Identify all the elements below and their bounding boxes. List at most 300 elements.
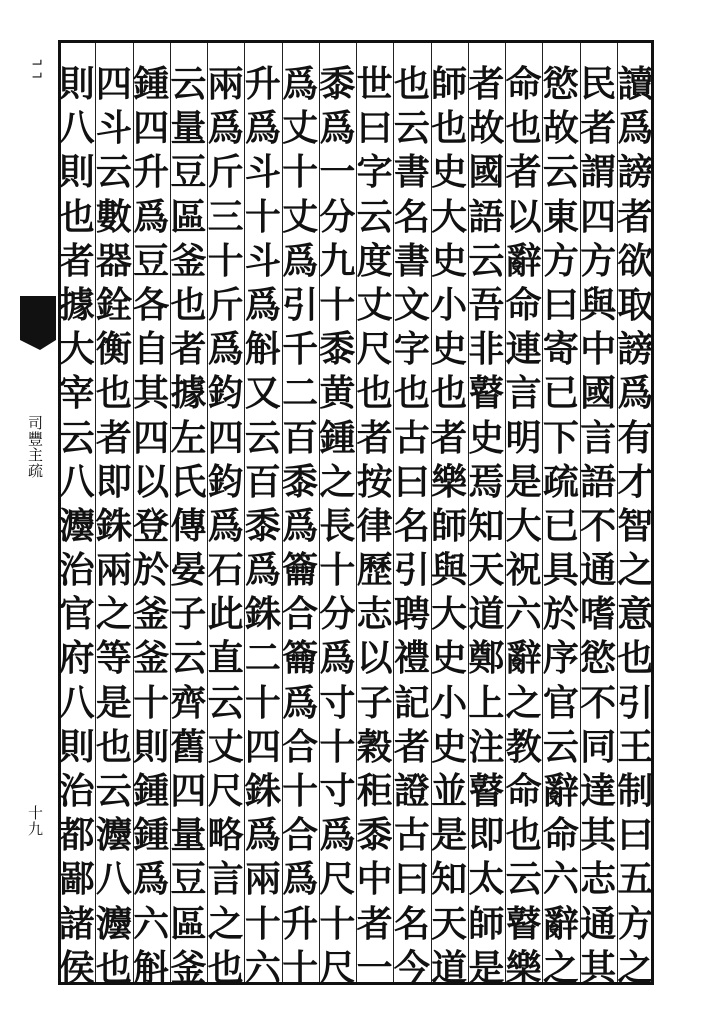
- character: 史: [431, 239, 468, 282]
- character: 子: [170, 593, 207, 636]
- character: 也: [356, 372, 393, 415]
- character: 與: [580, 283, 617, 326]
- character: 二: [282, 372, 319, 415]
- character: 云: [393, 107, 430, 150]
- character: 爲: [282, 63, 319, 105]
- character: 鈞: [207, 460, 244, 503]
- character: 方: [542, 239, 579, 282]
- character: 今: [393, 946, 430, 989]
- character: 則: [133, 725, 170, 768]
- character: 達: [580, 770, 617, 812]
- character: 斗: [95, 107, 132, 150]
- character: 子: [356, 681, 393, 724]
- character: 書: [393, 151, 430, 194]
- character: 侯: [58, 946, 95, 989]
- character: 十: [319, 283, 356, 326]
- character: 有: [617, 416, 654, 459]
- character: 八: [58, 107, 95, 150]
- character: 爲: [319, 107, 356, 150]
- character: 具: [542, 549, 579, 592]
- character: 豆: [133, 239, 170, 282]
- character: 非: [468, 328, 505, 371]
- character: 諸: [58, 902, 95, 945]
- character: 不: [580, 681, 617, 724]
- character: 六: [244, 946, 281, 989]
- character: 言: [207, 858, 244, 901]
- character: 十: [319, 549, 356, 592]
- character: 道: [468, 593, 505, 636]
- character: 者: [393, 725, 430, 768]
- character: 都: [58, 814, 95, 857]
- character: 曰: [617, 814, 654, 857]
- character: 引: [393, 549, 430, 592]
- character: 史: [431, 328, 468, 371]
- character: 連: [505, 328, 542, 371]
- character: 十: [319, 725, 356, 768]
- character: 也: [505, 814, 542, 857]
- character: 籥: [282, 549, 319, 592]
- character: 瞽: [468, 770, 505, 812]
- character: 兩: [207, 63, 244, 105]
- character: 官: [542, 681, 579, 724]
- character: 丈: [282, 107, 319, 150]
- character: 合: [282, 725, 319, 768]
- character: 大: [431, 593, 468, 636]
- character: 爲: [133, 195, 170, 238]
- character: 嗜: [580, 593, 617, 636]
- character: 丈: [356, 283, 393, 326]
- character: 國: [468, 151, 505, 194]
- character: 也: [95, 946, 132, 989]
- character: 之: [617, 946, 654, 989]
- character: 知: [431, 858, 468, 901]
- character: 鍾: [133, 770, 170, 812]
- character: 四: [207, 416, 244, 459]
- character: 合: [282, 814, 319, 857]
- character: 三: [207, 195, 244, 238]
- character: 據: [170, 372, 207, 415]
- character: 命: [505, 283, 542, 326]
- character: 者: [58, 239, 95, 282]
- character: 灋: [58, 504, 95, 547]
- character: 云: [542, 725, 579, 768]
- character: 者: [356, 902, 393, 945]
- character: 四: [580, 195, 617, 238]
- character: 小: [431, 283, 468, 326]
- character: 者: [505, 151, 542, 194]
- character: 黍: [282, 460, 319, 503]
- character: 也: [393, 372, 430, 415]
- character: 云: [170, 637, 207, 680]
- character: 十: [319, 902, 356, 945]
- character: 上: [468, 681, 505, 724]
- character: 十: [133, 681, 170, 724]
- character: 古: [393, 416, 430, 459]
- character: 銖: [244, 770, 281, 812]
- character: 通: [580, 549, 617, 592]
- character: 字: [356, 151, 393, 194]
- character: 鄙: [58, 858, 95, 901]
- character: 智: [617, 504, 654, 547]
- character: 又: [244, 372, 281, 415]
- character: 瞽: [468, 372, 505, 415]
- character: 爲: [617, 107, 654, 150]
- character: 云: [95, 151, 132, 194]
- character: 史: [468, 416, 505, 459]
- character: 與: [431, 549, 468, 592]
- character: 爲: [244, 283, 281, 326]
- character: 云: [468, 239, 505, 282]
- character: 祝: [505, 549, 542, 592]
- character: 一: [319, 151, 356, 194]
- character: 焉: [468, 460, 505, 503]
- character: 升: [133, 151, 170, 194]
- character: 也: [58, 195, 95, 238]
- character: 百: [244, 460, 281, 503]
- character: 之: [505, 681, 542, 724]
- character: 云: [58, 416, 95, 459]
- character: 治: [58, 549, 95, 592]
- character: 數: [95, 195, 132, 238]
- character: 國: [580, 372, 617, 415]
- character: 秬: [356, 770, 393, 812]
- character: 以: [133, 460, 170, 503]
- character: 四: [244, 725, 281, 768]
- character: 其: [580, 946, 617, 989]
- character: 云: [356, 195, 393, 238]
- character: 治: [58, 770, 95, 812]
- character: 傳: [170, 504, 207, 547]
- character: 志: [356, 593, 393, 636]
- character: 中: [356, 858, 393, 901]
- character: 者: [617, 195, 654, 238]
- character: 是: [95, 681, 132, 724]
- character: 鍾: [319, 416, 356, 459]
- character: 古: [393, 814, 430, 857]
- character: 等: [95, 637, 132, 680]
- character: 是: [468, 946, 505, 989]
- character: 者: [170, 328, 207, 371]
- character: 器: [95, 239, 132, 282]
- character: 釜: [133, 593, 170, 636]
- character: 六: [505, 593, 542, 636]
- character: 者: [356, 416, 393, 459]
- character: 鄭: [468, 637, 505, 680]
- character: 之: [207, 902, 244, 945]
- character: 即: [468, 814, 505, 857]
- character: 其: [580, 814, 617, 857]
- character: 云: [244, 416, 281, 459]
- character: 十: [282, 946, 319, 989]
- character: 世: [356, 63, 393, 105]
- character: 登: [133, 504, 170, 547]
- character: 度: [356, 239, 393, 282]
- character: 者: [431, 416, 468, 459]
- character: 取: [617, 283, 654, 326]
- character: 釜: [170, 946, 207, 989]
- character: 四: [95, 63, 132, 105]
- character: 注: [468, 725, 505, 768]
- character: 則: [58, 725, 95, 768]
- character: 故: [468, 107, 505, 150]
- character: 師: [431, 504, 468, 547]
- character: 云: [505, 858, 542, 901]
- character: 語: [468, 195, 505, 238]
- character: 黍: [356, 814, 393, 857]
- character: 釜: [133, 637, 170, 680]
- character: 慾: [580, 637, 617, 680]
- character: 爲: [207, 107, 244, 150]
- character: 五: [617, 858, 654, 901]
- character: 自: [133, 328, 170, 371]
- character: 尺: [319, 858, 356, 901]
- character: 方: [617, 902, 654, 945]
- character: 千: [282, 328, 319, 371]
- character: 衡: [95, 328, 132, 371]
- character: 黍: [244, 504, 281, 547]
- character: 王: [617, 725, 654, 768]
- character: 大: [505, 504, 542, 547]
- top-margin-marks: ┐ ┐: [32, 60, 48, 82]
- character: 意: [617, 593, 654, 636]
- character: 也: [170, 283, 207, 326]
- character: 區: [170, 195, 207, 238]
- character: 知: [468, 504, 505, 547]
- character: 之: [617, 549, 654, 592]
- character: 道: [431, 946, 468, 989]
- character: 爲: [133, 858, 170, 901]
- character: 民: [580, 63, 617, 105]
- character: 九: [319, 239, 356, 282]
- character: 四: [170, 770, 207, 812]
- character: 曰: [393, 460, 430, 503]
- character: 者: [95, 416, 132, 459]
- character: 中: [580, 328, 617, 371]
- character: 也: [95, 725, 132, 768]
- character: 不: [580, 504, 617, 547]
- character: 聘: [393, 593, 430, 636]
- character: 斗: [244, 151, 281, 194]
- character: 略: [207, 814, 244, 857]
- character: 太: [468, 858, 505, 901]
- character: 釜: [170, 239, 207, 282]
- character: 分: [319, 195, 356, 238]
- character: 氏: [170, 460, 207, 503]
- character: 尺: [319, 946, 356, 989]
- character: 銖: [244, 593, 281, 636]
- character: 證: [393, 770, 430, 812]
- character: 銓: [95, 283, 132, 326]
- character: 東: [542, 195, 579, 238]
- character: 各: [133, 283, 170, 326]
- character: 方: [580, 239, 617, 282]
- character: 尺: [356, 328, 393, 371]
- character: 名: [393, 902, 430, 945]
- character: 即: [95, 460, 132, 503]
- character: 八: [58, 681, 95, 724]
- character: 黍: [319, 63, 356, 105]
- character: 斤: [207, 283, 244, 326]
- character: 量: [170, 107, 207, 150]
- character: 引: [617, 681, 654, 724]
- character: 十: [244, 681, 281, 724]
- character: 府: [58, 637, 95, 680]
- character: 之: [319, 460, 356, 503]
- character: 爲: [282, 239, 319, 282]
- margin-title: 司豐主疏: [26, 415, 44, 479]
- character: 四: [133, 107, 170, 150]
- character: 銖: [95, 504, 132, 547]
- character: 黍: [319, 328, 356, 371]
- character: 也: [393, 63, 430, 105]
- character: 六: [542, 858, 579, 901]
- character: 名: [393, 195, 430, 238]
- character: 一: [356, 946, 393, 989]
- character: 丈: [282, 195, 319, 238]
- character: 爲: [244, 814, 281, 857]
- character: 此: [207, 593, 244, 636]
- character: 黄: [319, 372, 356, 415]
- page-number: 十九: [26, 805, 44, 837]
- character: 云: [542, 151, 579, 194]
- character: 歷: [356, 549, 393, 592]
- character: 師: [468, 902, 505, 945]
- character: 也: [207, 946, 244, 989]
- character: 慾: [542, 63, 579, 105]
- character: 分: [319, 593, 356, 636]
- character: 舊: [170, 725, 207, 768]
- character: 官: [58, 593, 95, 636]
- character: 兩: [244, 858, 281, 901]
- character: 也: [617, 637, 654, 680]
- character: 瞽: [505, 902, 542, 945]
- character: 是: [505, 460, 542, 503]
- character: 同: [580, 725, 617, 768]
- character: 欲: [617, 239, 654, 282]
- character: 於: [133, 549, 170, 592]
- character: 灋: [95, 902, 132, 945]
- character: 兩: [95, 549, 132, 592]
- character: 據: [58, 283, 95, 326]
- character: 則: [58, 63, 95, 105]
- character: 也: [431, 372, 468, 415]
- character: 爲: [617, 372, 654, 415]
- character: 百: [282, 416, 319, 459]
- character: 樂: [431, 460, 468, 503]
- character: 區: [170, 902, 207, 945]
- character: 曰: [356, 107, 393, 150]
- character: 律: [356, 504, 393, 547]
- character: 爲: [282, 504, 319, 547]
- character: 寸: [319, 681, 356, 724]
- character: 則: [58, 151, 95, 194]
- character: 斛: [244, 328, 281, 371]
- character: 疏: [542, 460, 579, 503]
- character: 云: [170, 63, 207, 105]
- character: 爲: [244, 549, 281, 592]
- character: 鍾: [133, 63, 170, 105]
- character: 丈: [207, 725, 244, 768]
- character: 爲: [319, 814, 356, 857]
- character: 斛: [133, 946, 170, 989]
- character: 鈞: [207, 372, 244, 415]
- character: 天: [468, 549, 505, 592]
- character: 序: [542, 637, 579, 680]
- character: 升: [282, 902, 319, 945]
- character: 之: [95, 593, 132, 636]
- character: 八: [95, 858, 132, 901]
- character: 宰: [58, 372, 95, 415]
- character: 四: [133, 416, 170, 459]
- text-column: [55, 62, 99, 990]
- character: 也: [95, 372, 132, 415]
- character: 命: [505, 63, 542, 105]
- character: 十: [244, 195, 281, 238]
- character: 云: [95, 770, 132, 812]
- character: 志: [580, 858, 617, 901]
- character: 字: [393, 328, 430, 371]
- character: 謗: [617, 151, 654, 194]
- character: 下: [542, 416, 579, 459]
- character: 言: [580, 416, 617, 459]
- character: 升: [244, 63, 281, 105]
- character: 命: [505, 770, 542, 812]
- character: 長: [319, 504, 356, 547]
- character: 也: [505, 107, 542, 150]
- character: 八: [58, 460, 95, 503]
- character: 以: [505, 195, 542, 238]
- character: 籥: [282, 637, 319, 680]
- character: 者: [580, 107, 617, 150]
- character: 禮: [393, 637, 430, 680]
- character: 故: [542, 107, 579, 150]
- character: 斗: [244, 239, 281, 282]
- character: 爲: [207, 328, 244, 371]
- character: 書: [393, 239, 430, 282]
- character: 十: [244, 902, 281, 945]
- character: 辭: [542, 902, 579, 945]
- character: 十: [207, 239, 244, 282]
- character: 爲: [244, 107, 281, 150]
- character: 辭: [505, 637, 542, 680]
- character: 記: [393, 681, 430, 724]
- character: 史: [431, 725, 468, 768]
- character: 讀: [617, 63, 654, 105]
- character: 寄: [542, 328, 579, 371]
- character: 謂: [580, 151, 617, 194]
- character: 大: [58, 328, 95, 371]
- character: 按: [356, 460, 393, 503]
- character: 豆: [170, 151, 207, 194]
- character: 灋: [95, 814, 132, 857]
- character: 寸: [319, 770, 356, 812]
- character: 者: [468, 63, 505, 105]
- character: 爲: [282, 858, 319, 901]
- character: 天: [431, 902, 468, 945]
- character: 教: [505, 725, 542, 768]
- character: 辭: [505, 239, 542, 282]
- character: 名: [393, 504, 430, 547]
- character: 樂: [505, 946, 542, 989]
- character: 已: [542, 372, 579, 415]
- character: 明: [505, 416, 542, 459]
- character: 晏: [170, 549, 207, 592]
- character: 辭: [542, 770, 579, 812]
- character: 小: [431, 681, 468, 724]
- character: 直: [207, 637, 244, 680]
- character: 其: [133, 372, 170, 415]
- character: 云: [207, 681, 244, 724]
